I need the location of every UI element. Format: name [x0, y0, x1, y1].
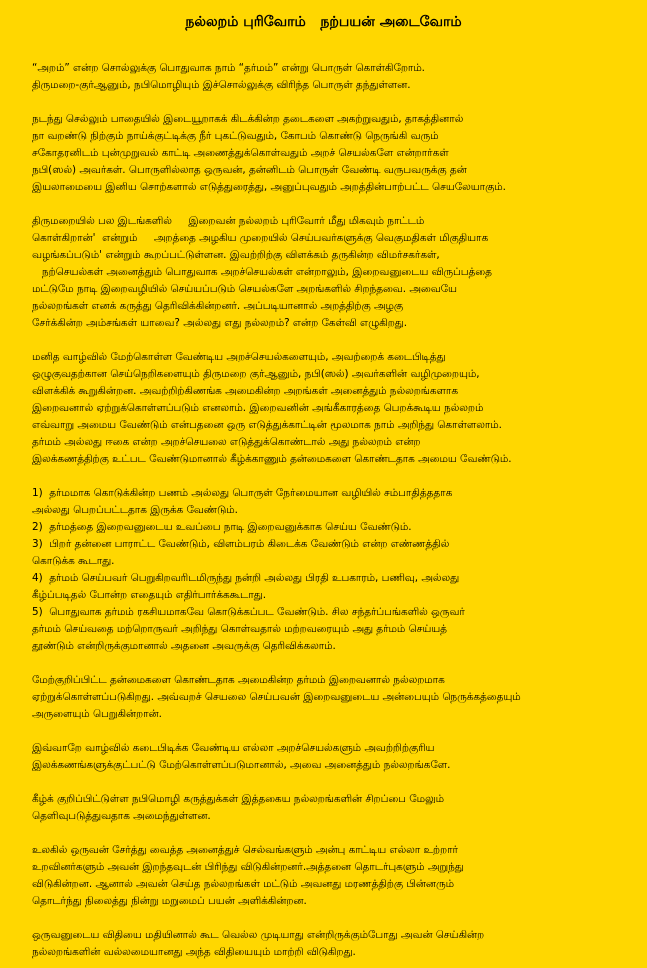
paragraph-6 — [32, 672, 615, 723]
text-line: கொள்கிறான்' என்றும் அறத்தை அழகிய முறையில் செய்பவர்களுக்கு வெகுமதிகள் மிகுதியாக — [32, 232, 489, 244]
text-line: தெளிவுபடுத்துவதாக அமைந்துள்ளன. — [32, 810, 211, 822]
text-line: இலக்கணத்திற்கு உட்பட வேண்டுமானால் கீழ்க்காணும் தன்மைகளை கொண்டதாக அமைய வேண்டும். — [32, 453, 512, 465]
paragraph-5 — [32, 485, 615, 655]
text-line: நா வறண்டு நிற்கும் நாய்க்குட்டிக்கு நீர் புகட்டுவதும், கோபம் கொண்டு நெருங்கி வரும் — [32, 130, 439, 142]
text-line: நபி(ஸல்) அவர்கள். பொருளில்லாத ஒருவன், தன்னிடம் பொருள் வேண்டி வருபவருக்கு தன் — [32, 164, 467, 176]
text-line: இவ்வாறே வாழ்வில் கடைபிடிக்க வேண்டிய எல்லா அறச்செயல்களும் அவற்றிற்குரிய — [32, 742, 435, 754]
text-line: இறைவனால் ஏற்றுக்கொள்ளப்படும் எனலாம். இறைவனின் அங்கீகாரத்தை பெறக்கூடிய நல்லறம் — [32, 402, 484, 414]
text-line: கொடுக்க கூடாது. — [32, 555, 115, 567]
text-line: தர்மம் அல்லது ஈகை என்ற அறச்செயலை எடுத்துக்கொண்டால் அது நல்லறம் என்ற — [32, 436, 421, 448]
text-line: எவ்வாறு அமைய வேண்டும் என்பதனை ஒரு எடுத்துக்காட்டின் மூலமாக நாம் அறிந்து கொள்ளலாம். — [32, 419, 502, 431]
text-line: உறவினர்களும் அவன் இறந்தவுடன் பிரிந்து விடுகின்றனர்.அத்தனை தொடர்புகளும் அறுந்து — [32, 861, 464, 873]
text-line: சகோதரனிடம் புன்முறுவல் காட்டி அணைத்துக்கொள்வதும் அறச் செயல்களே என்றார்கள் — [32, 147, 449, 159]
text-line: தொடர்ந்து நிலைத்து நின்று மறுமைப் பயன் அளிக்கின்றன. — [32, 895, 307, 907]
paragraph-1 — [32, 60, 615, 94]
text-line: இயலாமையை இனிய சொற்களால் எடுத்துரைத்து, அனுப்புவதும் அறத்தின்பாற்பட்ட செயலேயாகும். — [32, 181, 506, 193]
text-line: நடந்து செல்லும் பாதையில் இடையூறாகக் கிடக்கின்ற தடைகளை அகற்றுவதும், தாகத்தினால் — [32, 113, 464, 125]
text-line: மட்டுமே நாடி இறைவழியில் செய்யப்படும் செயல்களே அறங்களில் சிறந்தவை. அவையே — [32, 283, 457, 295]
text-line: விடுகின்றன. ஆனால் அவன் செய்த நல்லறங்கள் மட்டும் அவனது மரணத்திற்கு பின்னரும் — [32, 878, 454, 890]
paragraph-8 — [32, 791, 615, 825]
text-line: 3) பிறர் தன்னை பாராட்ட வேண்டும், விளம்பரம் கிடைக்க வேண்டும் என்ற எண்ணத்தில் — [32, 538, 450, 550]
paragraph-9 — [32, 842, 615, 910]
article-body — [32, 60, 615, 961]
text-line: நல்லறங்கள் எனக் கருத்து தெரிவிக்கின்றனர். அப்படியானால் அறத்திற்கு அழகு — [32, 300, 404, 312]
paragraph-3 — [32, 213, 615, 332]
text-line: நல்லறங்களின் வல்லமையானது அந்த விதியையும் மாற்றி விடுகிறது. — [32, 946, 356, 958]
text-line: வழங்கப்படும்' என்றும் கூறப்பட்டுள்ளன. இவற்றிற்கு விளக்கம் தருகின்ற விமர்சகர்கள், — [32, 249, 440, 261]
text-line: திருமறை-குர்ஆனும், நபிமொழியும் இச்சொல்லுக்கு விரிந்த பொருள் தந்துள்ளன. — [32, 79, 411, 91]
text-line: மேற்குறிப்பிட்ட தன்மைகளை கொண்டதாக அமைகின்ற தர்மம் இறைவனால் நல்லறமாக — [32, 674, 445, 686]
text-line: தூண்டும் என்றிருக்குமானால் அதனை அவருக்கு தெரிவிக்கலாம். — [32, 640, 336, 652]
page-title: நல்லறம் புரிவோம் நற்பயன் அடைவோம் — [185, 14, 462, 30]
text-line: 4) தர்மம் செய்பவர் பெறுகிறவரிடமிருந்து நன்றி அல்லது பிரதி உபகாரம், பணிவு, அல்லது — [32, 572, 460, 584]
text-line: 2) தர்மத்தை இறைவனுடைய உவப்பை நாடி இறைவனுக்காக செய்ய வேண்டும். — [32, 521, 412, 533]
paragraph-2 — [32, 111, 615, 196]
text-line: 5) பொதுவாக தர்மம் ரகசியமாகவே கொடுக்கப்பட வேண்டும். சில சந்தர்ப்பங்களில் ஒருவர் — [32, 606, 465, 618]
text-line: அல்லது பெறப்பட்டதாக இருக்க வேண்டும். — [32, 504, 238, 516]
paragraph-10 — [32, 927, 615, 961]
text-line: ஒழுகுவதற்கான செய்நெறிகளையும் திருமறை குர்ஆனும், நபி(ஸல்) அவர்களின் வழிமுறையும், — [32, 368, 480, 380]
text-line: மனித வாழ்வில் மேற்கொள்ள வேண்டிய அறச்செயல்களையும், அவற்றைக் கடைபிடித்து — [32, 351, 446, 363]
text-line: சேர்க்கின்ற அம்சங்கள் யாவை? அல்லது எது நல்லறம்? என்ற கேள்வி எழுகிறது. — [32, 317, 408, 329]
text-line: “அறம்” என்ற சொல்லுக்கு பொதுவாக நாம் “தர்மம்” என்று பொருள் கொள்கிறோம். — [32, 62, 425, 74]
text-line: கீழ்க் குறிப்பிட்டுள்ள நபிமொழி கருத்துக்கள் இத்தகைய நல்லறங்களின் சிறப்பை மேலும் — [32, 793, 445, 805]
paragraph-7 — [32, 740, 615, 774]
text-line: தர்மம் செய்வதை மற்றொருவர் அறிந்து கொள்வதால் மற்றவரையும் அது தர்மம் செய்யத் — [32, 623, 447, 635]
paragraph-4 — [32, 349, 615, 468]
text-line: நற்செயல்கள் அனைத்தும் பொதுவாக அறச்செயல்கள் என்றாலும், இறைவனுடைய விருப்பத்தை — [32, 266, 492, 278]
text-line: ஏற்றுக்கொள்ளப்படுகிறது. அவ்வறச் செயலை செய்பவன் இறைவனுடைய அன்பையும் நெருக்கத்தையும் — [32, 691, 521, 703]
text-line: திருமறையில் பல இடங்களில் இறைவன் நல்லறம் புரிவோர் மீது மிகவும் நாட்டம் — [32, 215, 425, 227]
text-line: உலகில் ஒருவன் சேர்த்து வைத்த அனைத்துச் செல்வங்களும் அன்பு காட்டிய எல்லா உற்றார் — [32, 844, 458, 856]
text-line: இலக்கணங்களுக்குட்பட்டு மேற்கொள்ளப்படுமானால், அவை அனைத்தும் நல்லறங்களே. — [32, 759, 451, 771]
text-line: அருளையும் பெறுகின்றான். — [32, 708, 162, 720]
text-line: ஒருவனுடைய விதியை மதியினால் கூட வெல்ல முடியாது என்றிருக்கும்போது அவன் செய்கின்ற — [32, 929, 485, 941]
text-line: 1) தர்மமாக கொடுக்கின்ற பணம் அல்லது பொருள் நேர்மையான வழியில் சம்பாதித்ததாக — [32, 487, 453, 499]
text-line: கீழ்ப்படிதல் போன்ற எதையும் எதிர்பார்க்ககூடாது. — [32, 589, 267, 601]
text-line: விளக்கிக் கூறுகின்றன. அவற்றிற்கிணங்க அமைகின்ற அறங்கள் அனைத்தும் நல்லறங்களாக — [32, 385, 458, 397]
